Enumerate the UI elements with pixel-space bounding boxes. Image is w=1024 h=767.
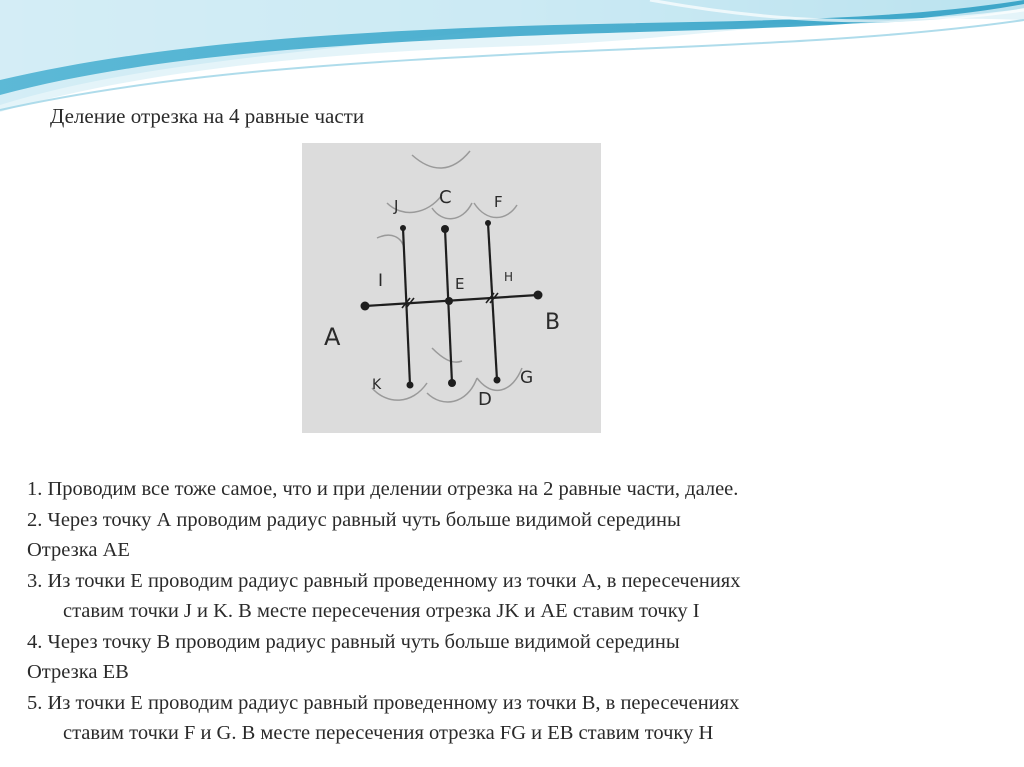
point-e [445,297,453,305]
step-2 [27,505,1007,566]
label-k: K [372,377,382,393]
step-4 [27,627,1007,688]
label-b: B [545,310,561,335]
step-3-line-2: ставим точки J и K. В месте пересечения отрезка JK и АЕ ставим точку I [63,600,700,622]
construction-diagram [302,143,601,433]
label-a: A [324,323,341,351]
slide-title: Деление отрезка на 4 равные части [50,104,365,128]
point-c [441,225,449,233]
point-a [361,302,370,311]
label-c: C [439,187,452,208]
label-g: G [520,368,534,388]
point-f [485,220,491,226]
label-h: H [504,270,514,284]
top-wave-decoration [0,0,1024,115]
step-3-line-1: 3. Из точки Е проводим радиус равный проведенному из точки А, в пересечениях [27,569,741,592]
step-1 [27,474,1007,505]
construction-drawing [302,143,601,433]
step-3 [27,566,1007,627]
label-j: J [394,197,399,215]
label-d: D [478,389,492,410]
step-1-line-1: 1. Проводим все тоже самое, что и при делении отрезка на 2 равные части, далее. [27,478,739,500]
point-d [448,379,456,387]
label-i: I [378,271,384,291]
point-b [534,291,543,300]
point-j [400,225,406,231]
label-e: E [455,275,465,293]
step-2-line-1: 2. Через точку А проводим радиус равный чуть больше видимой середины [27,508,681,531]
step-5-line-2: ставим точки F и G. В месте пересечения отрезка FG и ЕВ ставим точку H [63,722,714,744]
point-k [407,382,414,389]
step-5-line-1: 5. Из точки Е проводим радиус равный проведенному из точки В, в пересечениях [27,691,740,714]
point-g [494,377,501,384]
step-2-line-2: Отрезка АЕ [27,539,130,561]
step-4-line-1: 4. Через точку В проводим радиус равный чуть больше видимой середины [27,630,680,653]
step-4-line-2: Отрезка ЕВ [27,661,129,683]
step-5 [27,688,1007,749]
label-f: F [494,193,503,211]
steps-list [27,474,1007,749]
